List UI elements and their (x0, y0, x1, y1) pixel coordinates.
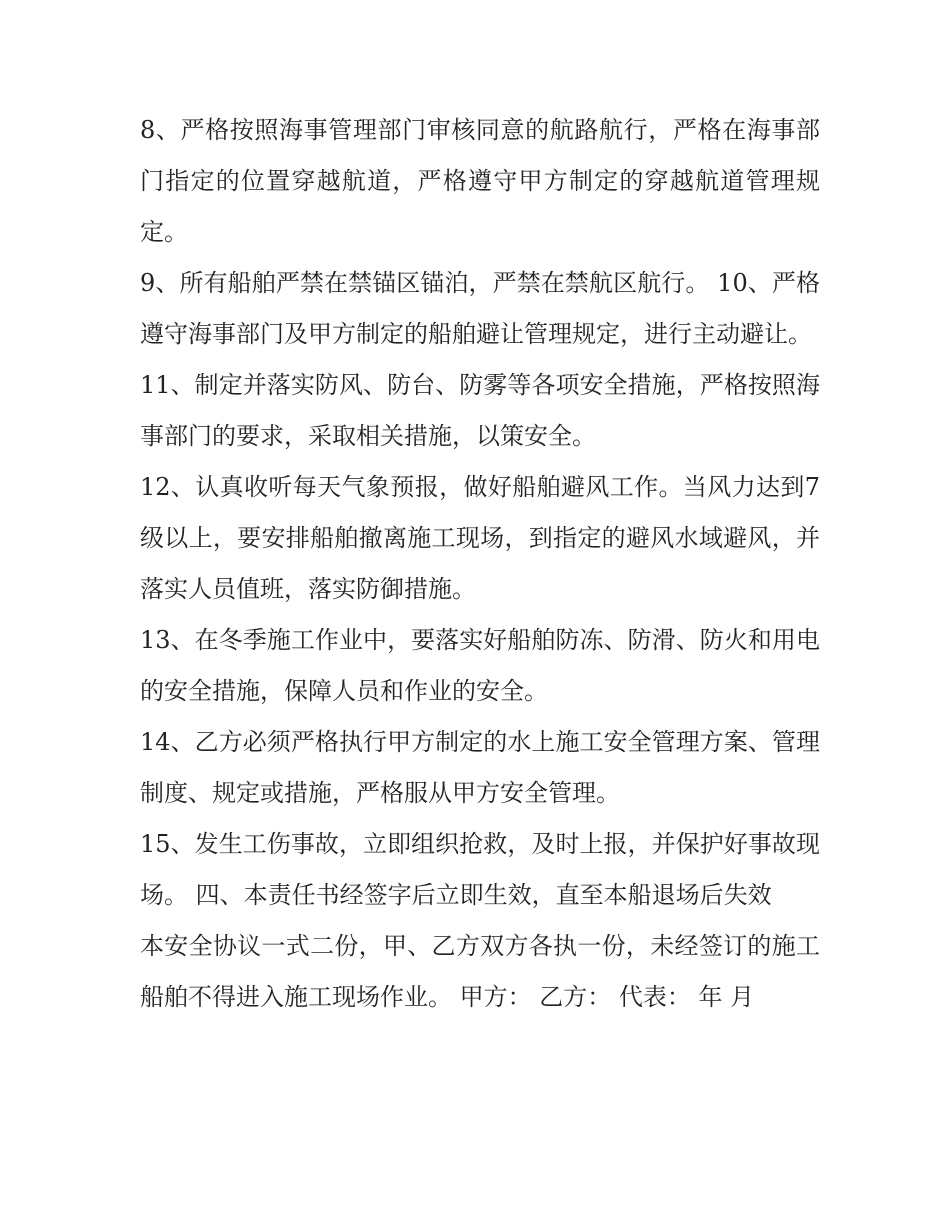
paragraph-item-15: 15、发生工伤事故，立即组织抢救，及时上报，并保护好事故现场。 四、本责任书经签字后立即生效，直至本船退场后失效 (140, 830, 820, 909)
paragraph-item-14: 14、乙方必须严格执行甲方制定的水上施工安全管理方案、管理制度、规定或措施，严格服从甲方安全管理。 (140, 728, 820, 807)
paragraph-item-11: 11、制定并落实防风、防台、防雾等各项安全措施，严格按照海事部门的要求，采取相关措施，以策安全。 (140, 371, 820, 450)
paragraph-item-13: 13、在冬季施工作业中，要落实好船舶防冻、防滑、防火和用电的安全措施，保障人员和作业的安全。 (140, 626, 820, 705)
paragraph-closing-signature: 本安全协议一式二份，甲、乙方双方各执一份，未经签订的施工船舶不得进入施工现场作业。 甲方： 乙方： 代表： 年 月 (140, 932, 820, 1011)
paragraph-item-9-10: 9、所有船舶严禁在禁锚区锚泊，严禁在禁航区航行。 10、严格遵守海事部门及甲方制定的船舶避让管理规定，进行主动避让。 (140, 269, 820, 348)
document-body (140, 105, 820, 1023)
paragraph-item-12: 12、认真收听每天气象预报，做好船舶避风工作。当风力达到7级以上，要安排船舶撤离施工现场，到指定的避风水域避风，并落实人员值班，落实防御措施。 (140, 473, 820, 603)
paragraph-item-8: 8、严格按照海事管理部门审核同意的航路航行，严格在海事部门指定的位置穿越航道，严格遵守甲方制定的穿越航道管理规定。 (140, 116, 820, 246)
